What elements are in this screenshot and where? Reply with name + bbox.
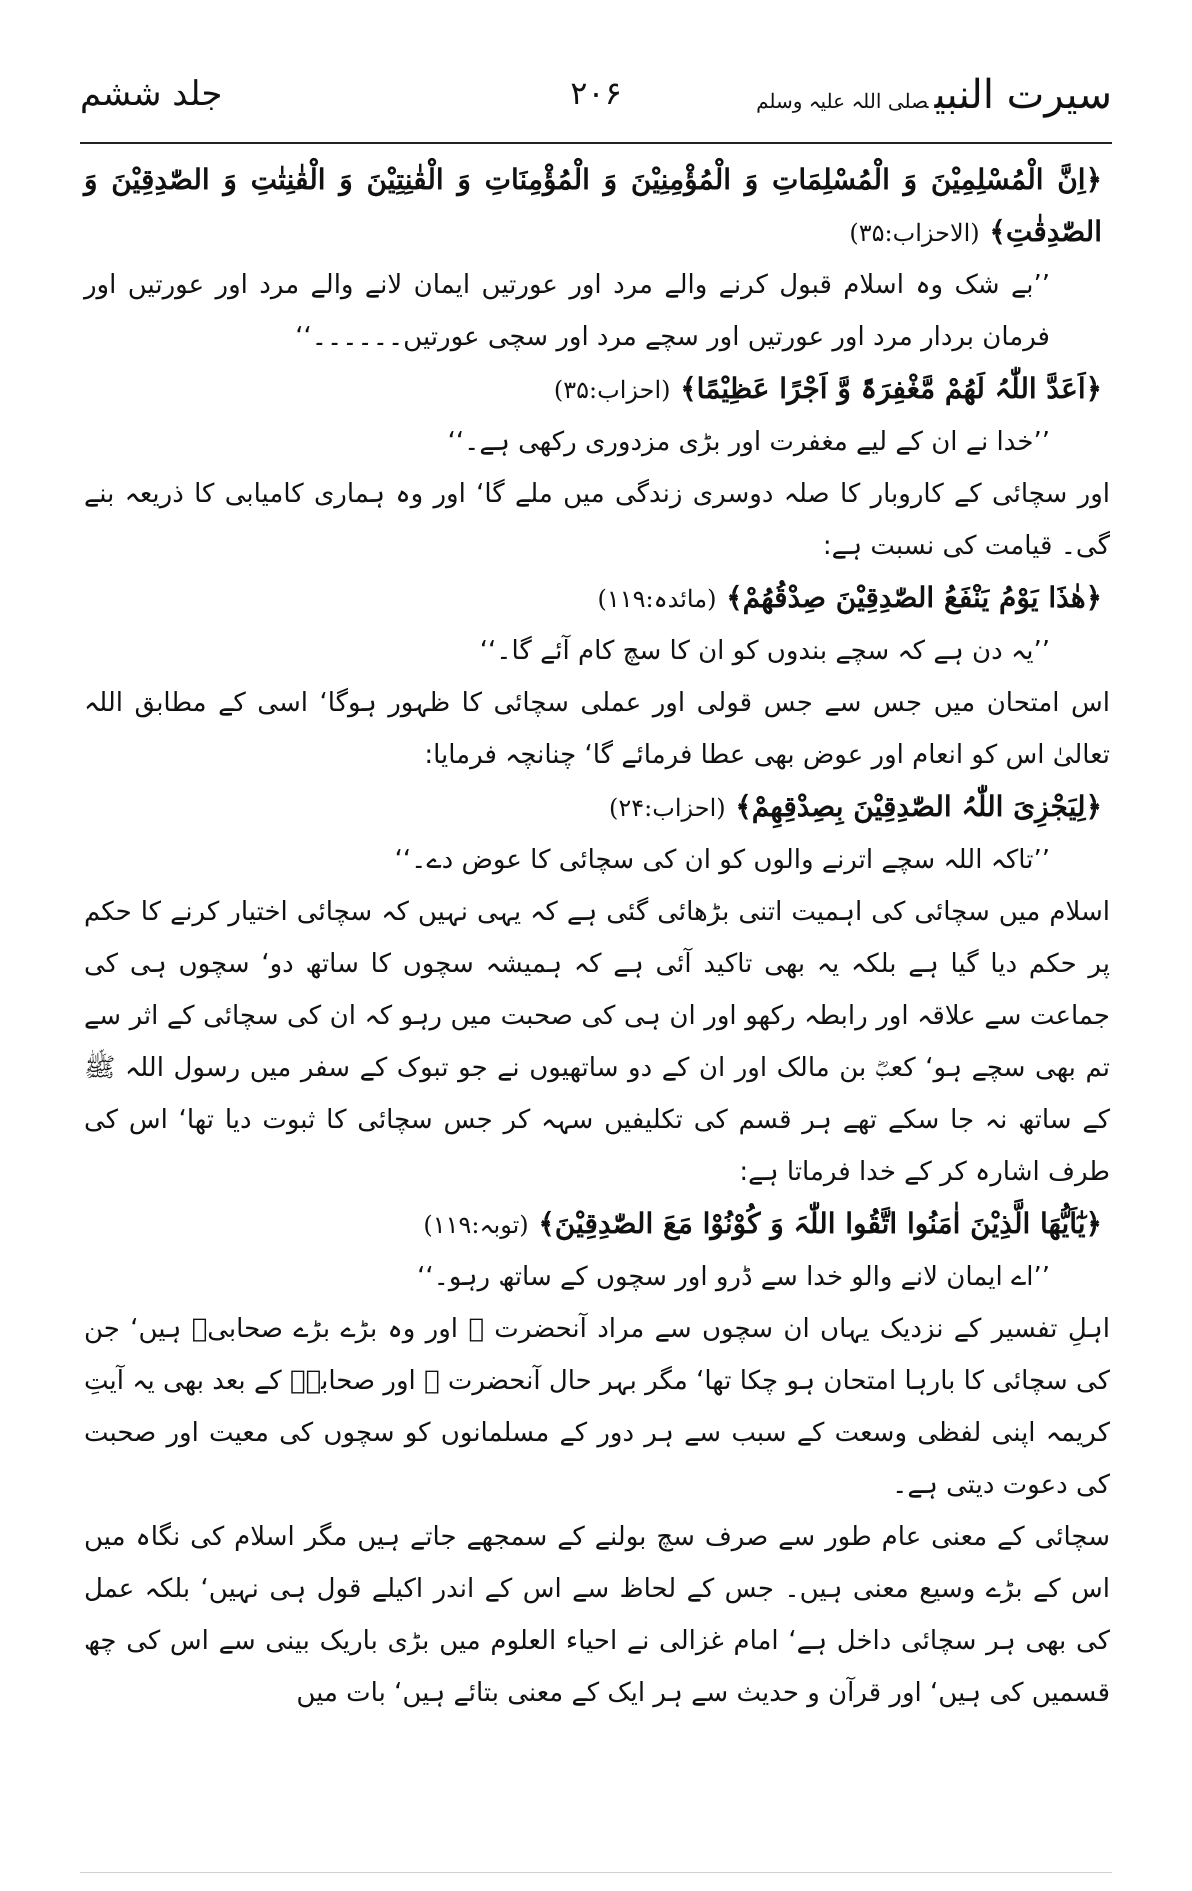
body-paragraph: اس امتحان میں جس سے جس قولی اور عملی سچائی کا ظہور ہوگا‘ اسی کے مطابق اللہ تعالیٰ اس کو انعام اور عوض بھی عطا فرمائے گا‘ چنانچہ فرمایا: — [84, 688, 1110, 770]
page-bottom-edge — [80, 1872, 1112, 1873]
page-body — [84, 154, 1110, 1821]
verse-reference: (احزاب:۲۴) — [609, 794, 726, 822]
verse-reference: (مائدہ:۱۱۹) — [597, 585, 717, 613]
translation-quote: ’’خدا نے ان کے لیے مغفرت اور بڑی مزدوری رکھی ہے۔‘‘ — [447, 427, 1050, 457]
header-rule — [80, 142, 1112, 144]
page-number: ۲۰۶ — [570, 74, 622, 112]
verse-reference: (الاحزاب:۳۵) — [849, 219, 980, 247]
quran-verse: ﴿یٰٓاَیُّھَا الَّذِیْنَ اٰمَنُوا اتَّقُوا اللّٰہَ وَ کُوْنُوْا مَعَ الصّٰدِقِیْنَ﴾ (توبہ:۱۱۹) — [423, 1207, 1102, 1240]
body-paragraph: اہلِ تفسیر کے نزدیک یہاں ان سچوں سے مراد آنحضرت ﷺ اور وہ بڑے بڑے صحابیؓ ہیں‘ جن کی سچائی کا بارہا امتحان ہو چکا تھا‘ مگر بہر حال آنحضرت ﷺ اور صحابہؓ کے بعد بھی یہ آیتِ کریمہ اپنی لفظی وسعت کے سبب سے ہر دور کے مسلمانوں کو سچوں کی معیت اور صحبت کی دعوت دیتی ہے۔ — [84, 1314, 1110, 1500]
quran-verse: ﴿لِیَجْزِیَ اللّٰہُ الصّٰدِقِیْنَ بِصِدْقِھِمْ﴾ (احزاب:۲۴) — [609, 790, 1102, 823]
quran-verse: ﴿اَعَدَّ اللّٰہُ لَھُمْ مَّغْفِرَۃً وَّ اَجْرًا عَظِیْمًا﴾ (احزاب:۳۵) — [553, 372, 1102, 405]
translation-quote: ’’تاکہ اللہ سچے اترنے والوں کو ان کی سچائی کا عوض دے۔‘‘ — [394, 845, 1050, 875]
page-header — [80, 64, 1112, 138]
translation-quote: ’’بے شک وہ اسلام قبول کرنے والے مرد اور عورتیں ایمان لانے والے مرد اور عورتیں اور فرمان بردار مرد اور عورتیں اور سچے مرد اور سچی عورتیں۔۔۔۔۔۔‘‘ — [84, 270, 1050, 352]
volume-label: جلد ششم — [80, 74, 223, 114]
body-paragraph: اسلام میں سچائی کی اہمیت اتنی بڑھائی گئی ہے کہ یہی نہیں کہ سچائی اختیار کرنے کا حکم پر حکم دیا گیا ہے بلکہ یہ بھی تاکید آئی ہے کہ ہمیشہ سچوں کا ساتھ دو‘ سچوں ہی کی جماعت سے علاقہ اور رابطہ رکھو اور ان ہی کی صحبت میں رہو کہ ان کی سچائی کے اثر سے تم بھی سچے ہو‘ کعبؓ بن مالک اور ان کے دو ساتھیوں نے جو تبوک کے سفر میں رسول اللہ ﷺ کے ساتھ نہ جا سکے تھے ہر قسم کی تکلیفیں سہہ کر جس سچائی کا ثبوت دیا تھا‘ اس کی طرف اشارہ کر کے خدا فرماتا ہے: — [84, 897, 1110, 1187]
quran-verse: ﴿ھٰذَا یَوْمُ یَنْفَعُ الصّٰدِقِیْنَ صِدْقُھُمْ﴾ (مائدہ:۱۱۹) — [597, 581, 1102, 614]
translation-quote: ’’اے ایمان لانے والو خدا سے ڈرو اور سچوں کے ساتھ رہو۔‘‘ — [417, 1262, 1050, 1292]
salutation-mark: صلی اللہ علیہ وسلم — [756, 89, 929, 113]
running-title — [756, 72, 1112, 118]
body-paragraph: اور سچائی کے کاروبار کا صلہ دوسری زندگی میں ملے گا‘ اور وہ ہماری کامیابی کا ذریعہ بنے گی۔ قیامت کی نسبت ہے: — [84, 479, 1110, 561]
quran-verse: ﴿اِنَّ الْمُسْلِمِیْنَ وَ الْمُسْلِمَاتِ وَ الْمُؤْمِنِیْنَ وَ الْمُؤْمِنَاتِ وَ الْقٰنِتِیْنَ وَ الْقٰنِتٰتِ وَ الصّٰدِقِیْنَ وَ الصّٰدِقٰتِ﴾ (الاحزاب:۳۵) — [84, 163, 1102, 248]
body-paragraph: سچائی کے معنی عام طور سے صرف سچ بولنے کے سمجھے جاتے ہیں مگر اسلام کی نگاہ میں اس کے بڑے وسیع معنی ہیں۔ جس کے لحاظ سے اس کے اندر اکیلے قول ہی نہیں‘ بلکہ عمل کی بھی ہر سچائی داخل ہے‘ امام غزالی نے احیاء العلوم میں بڑی باریک بینی سے اس کی چھ قسمیں کی ہیں‘ اور قرآن و حدیث سے ہر ایک کے معنی بتائے ہیں‘ بات میں — [84, 1522, 1110, 1708]
translation-quote: ’’یہ دن ہے کہ سچے بندوں کو ان کا سچ کام آئے گا۔‘‘ — [479, 636, 1050, 666]
verse-reference: (توبہ:۱۱۹) — [423, 1211, 529, 1239]
verse-reference: (احزاب:۳۵) — [553, 376, 671, 404]
book-title: سیرت النبی — [934, 72, 1112, 118]
